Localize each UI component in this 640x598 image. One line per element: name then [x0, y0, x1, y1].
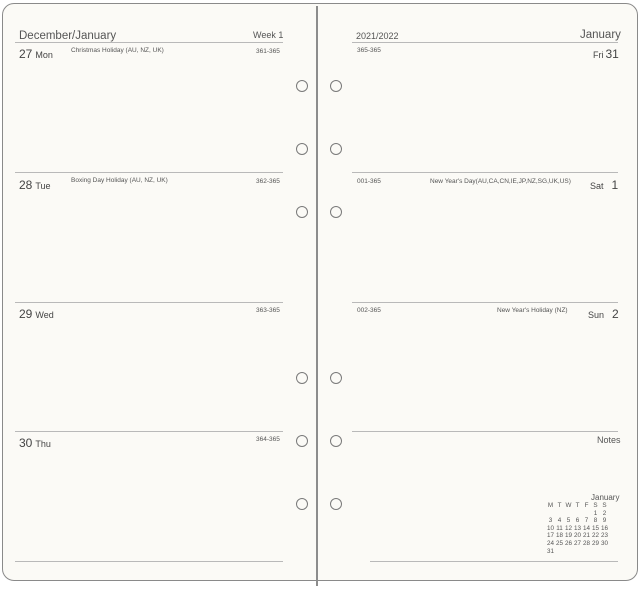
binder-ring-hole — [296, 80, 308, 92]
calendar-day — [600, 548, 609, 556]
calendar-day: 15 — [591, 524, 599, 532]
binder-ring-hole — [330, 206, 342, 218]
year-range: 2021/2022 — [356, 31, 399, 41]
day-count: 365-365 — [357, 47, 381, 54]
day-number: 1 — [611, 178, 619, 192]
calendar-day: 24 — [546, 539, 554, 547]
header-rule — [15, 42, 283, 43]
weekday-header: T — [557, 502, 562, 509]
calendar-day: 31 — [546, 547, 554, 555]
calendar-day: 3 — [548, 517, 553, 525]
day-rule — [352, 172, 618, 173]
calendar-day: 25 — [555, 539, 563, 547]
left-page-title: December/January — [19, 30, 117, 42]
day-number: 29 — [19, 307, 33, 321]
calendar-day: 27 — [573, 539, 581, 547]
weekday-header: S — [593, 502, 598, 509]
day-27 — [19, 45, 53, 63]
calendar-day — [555, 510, 564, 518]
holiday-label: New Year's Day(AU,CA,CN,IE,JP,NZ,SG,UK,US) — [430, 178, 571, 185]
binder-ring-hole — [330, 80, 342, 92]
calendar-day: 6 — [575, 517, 580, 525]
day-count: 002-365 — [357, 307, 381, 314]
right-page-month: January — [580, 29, 621, 41]
day-of-week: Tue — [35, 181, 51, 191]
holiday-label: Christmas Holiday (AU, NZ, UK) — [71, 47, 164, 54]
page-divider — [316, 6, 318, 586]
calendar-day: 13 — [573, 524, 581, 532]
binder-ring-hole — [330, 498, 342, 510]
day-number: 31 — [605, 47, 619, 61]
calendar-day: 29 — [591, 539, 599, 547]
day-rule — [15, 302, 283, 303]
calendar-day: 22 — [591, 532, 599, 540]
day-number: 2 — [612, 307, 619, 321]
calendar-day: 7 — [584, 517, 589, 525]
planner-spread — [2, 3, 638, 581]
binder-ring-hole — [330, 372, 342, 384]
header-rule — [352, 42, 618, 43]
calendar-day: 11 — [556, 524, 563, 532]
calendar-day — [591, 548, 600, 556]
day-rule — [15, 172, 283, 173]
day-count: 001-365 — [357, 178, 381, 185]
mini-calendar-title: January — [591, 493, 620, 502]
calendar-day: 9 — [602, 517, 607, 525]
calendar-day: 5 — [566, 517, 571, 525]
day-count: 362-365 — [256, 178, 280, 185]
day-2 — [588, 305, 619, 323]
calendar-day: 20 — [573, 532, 581, 540]
calendar-day: 10 — [546, 524, 554, 532]
binder-ring-hole — [296, 498, 308, 510]
day-of-week: Mon — [35, 50, 53, 60]
weekday-header: W — [565, 502, 572, 509]
calendar-day: 1 — [593, 509, 598, 517]
binder-ring-hole — [296, 206, 308, 218]
calendar-day: 21 — [582, 532, 590, 540]
binder-ring-hole — [296, 372, 308, 384]
calendar-day: 26 — [564, 539, 572, 547]
day-of-week: Thu — [35, 439, 51, 449]
day-number: 30 — [19, 436, 33, 450]
weekday-header: S — [602, 502, 607, 509]
day-30 — [19, 434, 51, 452]
day-count: 361-365 — [256, 48, 280, 55]
mini-calendar — [546, 502, 609, 555]
calendar-day: 16 — [600, 524, 608, 532]
calendar-day — [564, 510, 573, 518]
binder-ring-hole — [296, 435, 308, 447]
notes-rule — [352, 431, 618, 432]
calendar-day — [564, 548, 573, 556]
calendar-day — [573, 510, 582, 518]
calendar-day: 17 — [546, 532, 554, 540]
day-of-week: Fri — [593, 50, 604, 60]
calendar-day: 8 — [593, 517, 598, 525]
calendar-day — [555, 548, 564, 556]
calendar-day: 4 — [557, 517, 562, 525]
day-count: 364-365 — [256, 436, 280, 443]
day-29 — [19, 305, 54, 323]
day-count: 363-365 — [256, 307, 280, 314]
day-rule — [15, 431, 283, 432]
calendar-day: 30 — [600, 539, 608, 547]
day-of-week: Sun — [588, 310, 605, 320]
calendar-day — [546, 510, 555, 518]
day-28 — [19, 176, 51, 194]
binder-ring-hole — [296, 143, 308, 155]
calendar-day: 28 — [582, 539, 590, 547]
calendar-day: 23 — [600, 532, 608, 540]
weekday-header: M — [547, 502, 554, 509]
calendar-day — [573, 548, 582, 556]
calendar-day — [582, 510, 591, 518]
weekday-header: T — [575, 502, 580, 509]
calendar-day: 18 — [555, 532, 563, 540]
weekday-header: F — [584, 502, 589, 509]
day-31 — [593, 45, 619, 63]
week-number: Week 1 — [253, 30, 284, 40]
calendar-day: 19 — [564, 532, 572, 540]
day-number: 27 — [19, 47, 33, 61]
day-number: 28 — [19, 178, 33, 192]
bottom-rule — [15, 561, 283, 562]
day-rule — [352, 302, 618, 303]
binder-ring-hole — [330, 435, 342, 447]
bottom-rule — [370, 561, 618, 562]
day-of-week: Sat — [590, 181, 604, 191]
calendar-day: 2 — [602, 509, 607, 517]
day-1 — [590, 176, 618, 194]
notes-label: Notes — [597, 435, 621, 445]
holiday-label: Boxing Day Holiday (AU, NZ, UK) — [71, 177, 168, 184]
day-of-week: Wed — [35, 310, 54, 320]
calendar-day: 12 — [564, 524, 572, 532]
calendar-day: 14 — [582, 524, 590, 532]
calendar-day — [582, 548, 591, 556]
holiday-label: New Year's Holiday (NZ) — [497, 307, 568, 314]
binder-ring-hole — [330, 143, 342, 155]
